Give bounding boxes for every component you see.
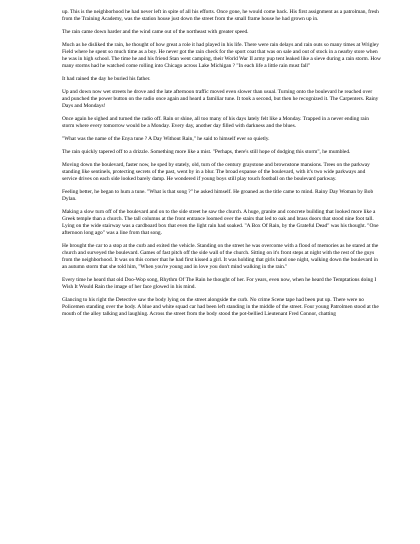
paragraph-enya: "What was the name of the Enya tune ? A Day Without Rain," he said to himself ever so quietly.	[62, 136, 270, 142]
paragraph-church: Making a slow turn off of the boulevard and on to the side street he saw the church. A huge, granite and concrete building that looked more like a Greek temple than a church. The tall columns at the front entrance loomed over the stairs that led to oak and brass doors that stood nine foot tall. Lying on the wide stairway was a cardboard box that even the light rain had soaked. "A Box Of Rain, by the Grateful Dead" was his thought. "One afternoon long ago" was a line from that song.	[62, 209, 379, 236]
paragraph-memories: He brought the car to a stop at the curb and exited the vehicle. Standing on the street he was overcome with a flood of memories as he stared at the church and surveyed the boulevard. Games of fast pitch off the side wall of the church. Sitting on it's front steps at night with the rest of the guys from the neighborhood. It was on this corner that he had first kissed a girl. It was holding that girls hand one night, walking down the boulevard in an autumn storm that she told him, "When you're young and in love you don't mind walking in the rain."	[62, 243, 379, 270]
paragraph-rain-harder: The rain came down harder and the wind came out of the northeast with greater speed.	[62, 29, 249, 35]
paragraph-body: Glancing to his right the Detective saw the body lying on the street alongside the curb. No crime Scene tape had been put up. There were no Policemen standing over the body. A blue and white squad car had been left standing in the middle of the street. Four young Patrolmen stood at the mouth of the alley talking and laughing. Across the street from the body stood the pot-bellied Lieutenant Fred Connor, chatting	[62, 297, 379, 317]
paragraph-doo-wop: Every time he heard that old Doo-Wop song, Rhythm Of The Rain he thought of her. For years, even now, when he heard the Temptations doing I Wish It Would Rain the image of her face glowed in his mind.	[62, 277, 377, 290]
paragraph-neighborhood: up. This is the neighborhood he had never left in spite of all his efforts. Once gone, he would come back. His first assignment as a patrolman, fresh from the Training Academy, was the station house just down the street from the small frame house he had grown up in.	[62, 9, 379, 22]
paragraph-hum-tune: Feeling better, he began to hum a tune. "What is that song ?" he asked himself. He groaned as the title came to mind. Rainy Day Woman by Bob Dylan.	[62, 189, 374, 202]
paragraph-father: It had rained the day he buried his father.	[62, 76, 151, 82]
paragraph-radio-carpenters: Up and down now wet streets he drove and the late afternoon traffic moved even slower than usual. Turning onto the boulevard he reached over and punched the power button on the radio once again and heard a familiar tune. It took a second, but then he recognized it. The Carpenters. Rainy Days and Mondays!	[62, 89, 379, 109]
paragraph-rain-role: Much as he disliked the rain, he thought of how great a role it had played in his life. There were rain delays and rain outs so many times at Wrigley Field where he spent so much time as a boy. He never got the rain check for the sport coat that was on sale and out of stock in a nearby store when he was in high school. The time he and his friend Stan went camping, their World War II army pup tent leaked like a sieve during a rain storm. How many storms had he watched come rolling into Chicago across Lake Michigan ? "In each life a little rain must fall"	[62, 42, 381, 69]
paragraph-drizzle: The rain quickly tapered off to a drizzle. Something more like a mist. "Perhaps, there's still hope of dodging this storm", he mumbled.	[62, 149, 351, 155]
paragraph-boulevard: Moving down the boulevard, faster now, he sped by stately, old, turn of the century graystone and brownstone mansions. Trees on the parkway standing like sentinels, protecting secrets of the past, went by in a blur. The broad expanse of the boulevard, with it's two wide parkways and service drives on each side looked barely damp. He wondered if young boys still play touch football on the boulevard parkway.	[62, 162, 370, 182]
paragraph-monday: Once again he sighed and turned the radio off. Rain or shine, all too many of his days lately felt like a Monday. Trapped in a never ending rain storm where every tomorrow would be a Monday. Every day, another day filled with darkness and the blues.	[62, 116, 369, 129]
